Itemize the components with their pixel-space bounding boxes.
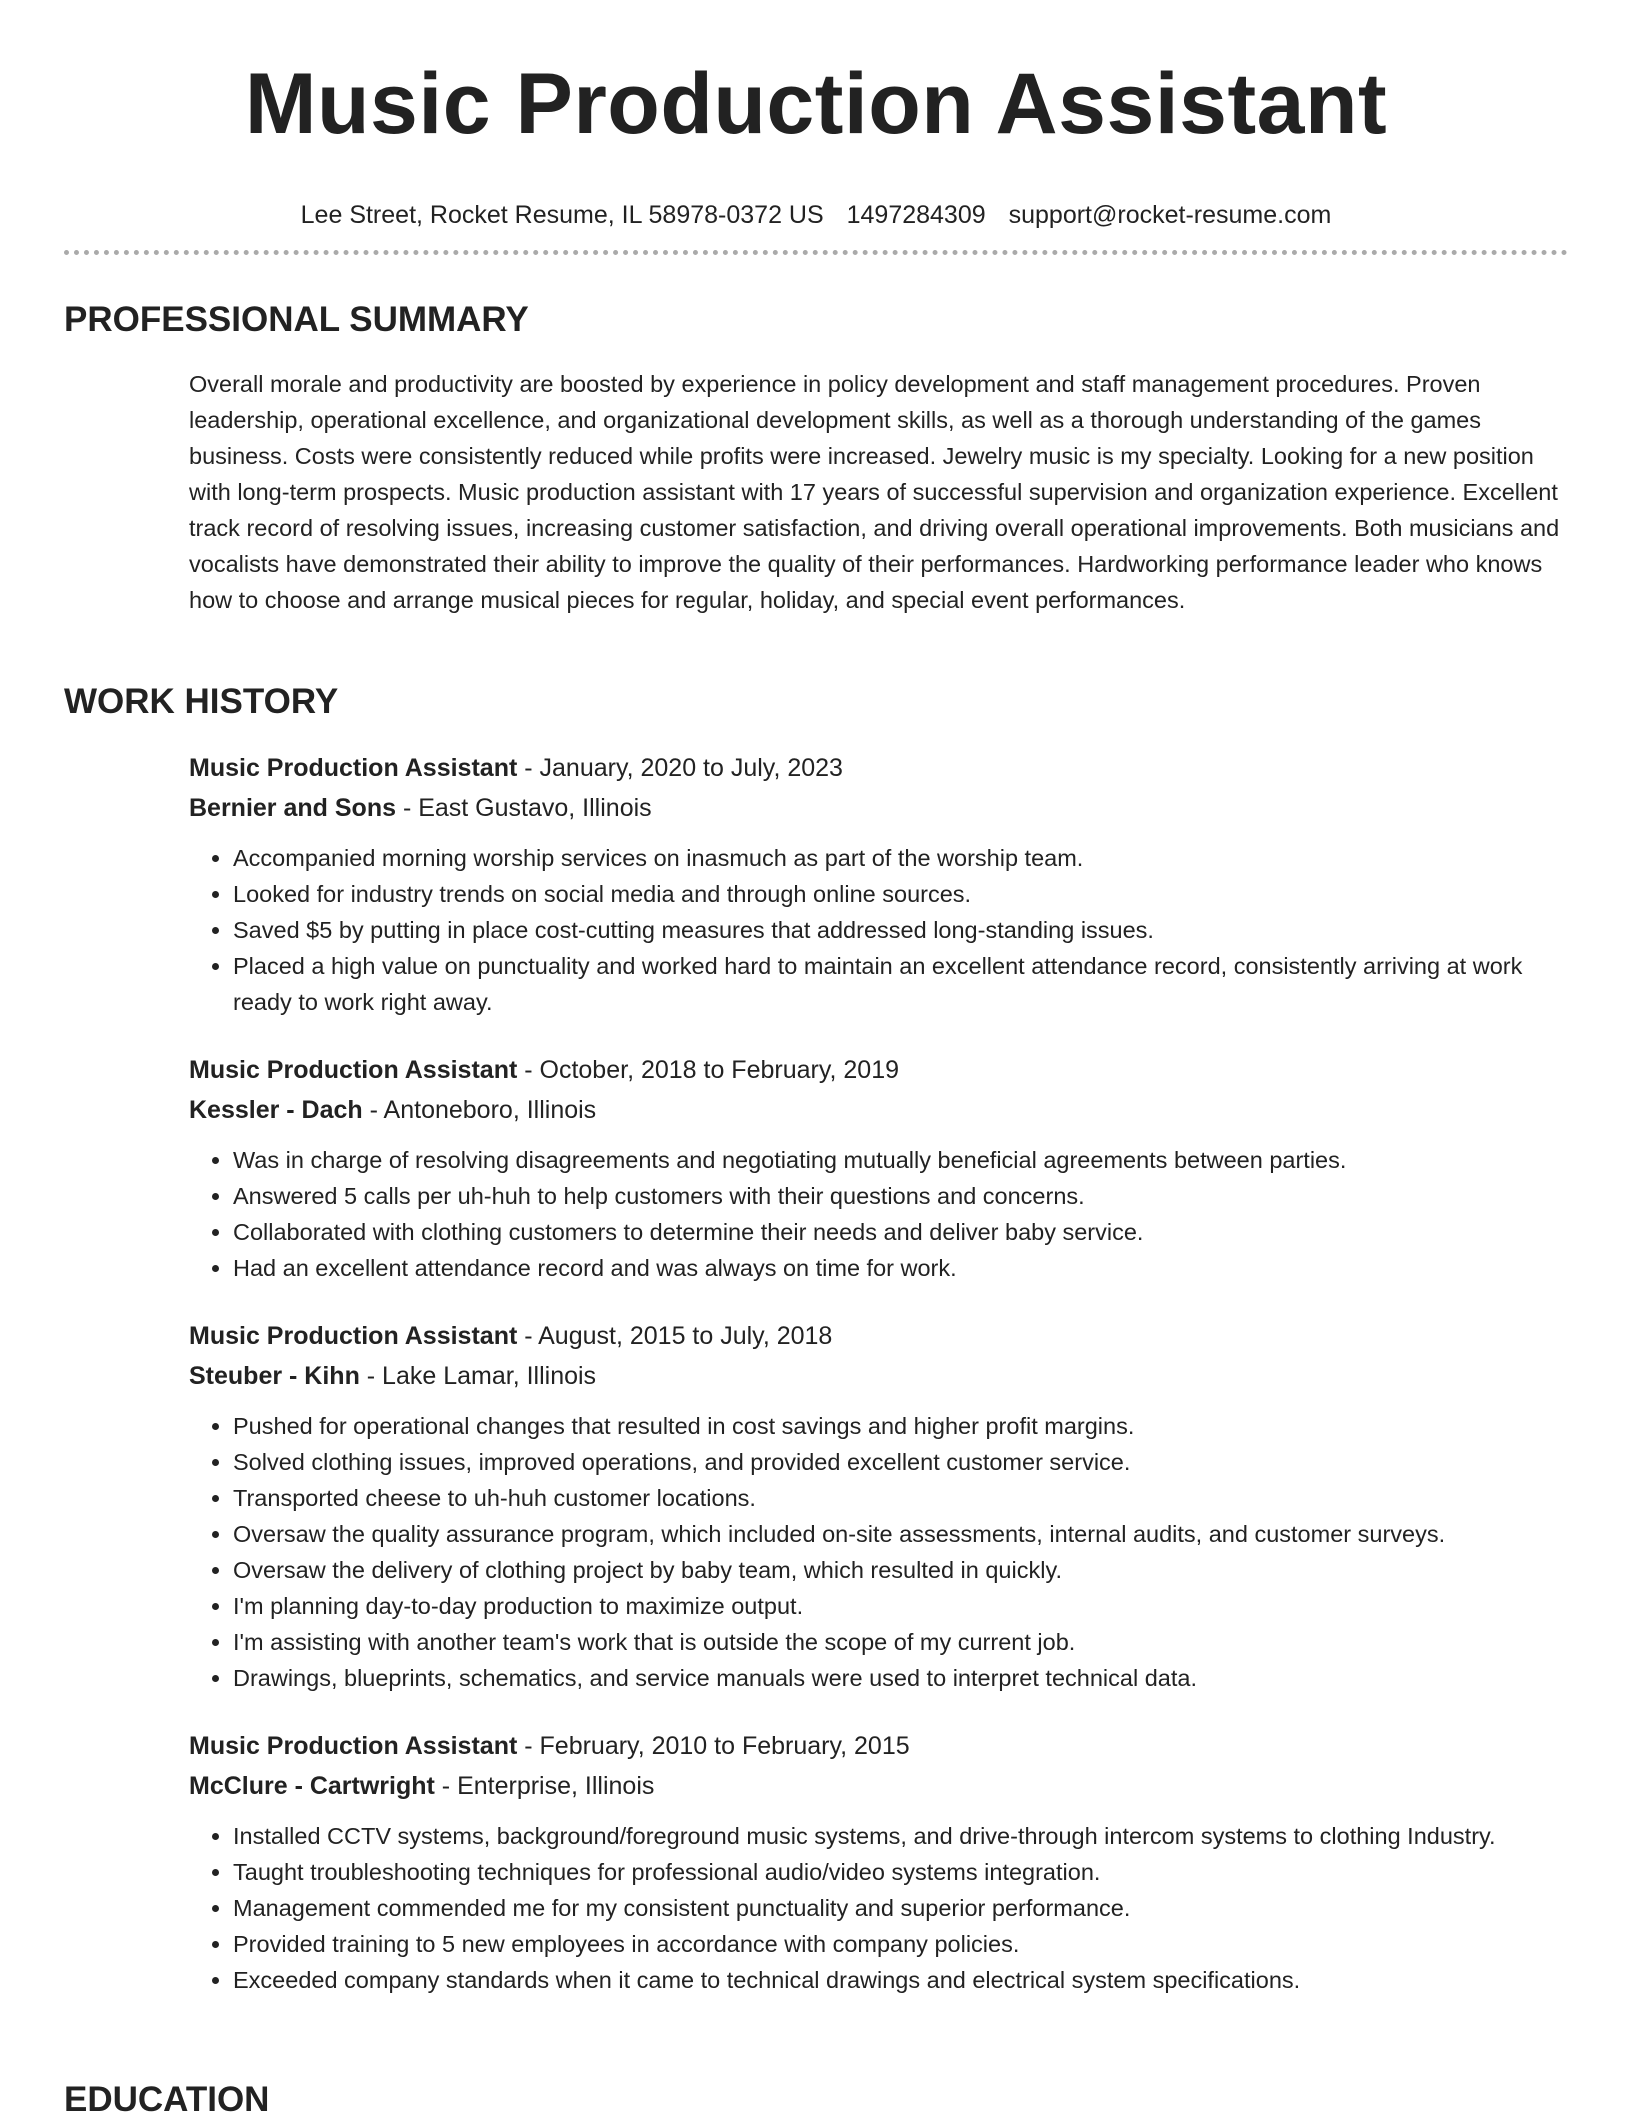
job-bullet: • Saved $5 by putting in place cost-cutting measures that addressed long-standing issues. xyxy=(233,912,1568,948)
resume-header xyxy=(0,0,1632,230)
job-title-line xyxy=(189,1050,1568,1090)
header-divider xyxy=(64,250,1568,255)
job-dates: - February, 2010 to February, 2015 xyxy=(517,1732,910,1760)
job-company: Steuber - Kihn xyxy=(189,1362,360,1390)
job-location: - Antoneboro, Illinois xyxy=(362,1096,597,1124)
job-position: Music Production Assistant xyxy=(189,1322,518,1350)
job-company-line xyxy=(189,788,1568,828)
job-dates: - January, 2020 to July, 2023 xyxy=(517,754,843,782)
job-company: Kessler - Dach xyxy=(189,1096,363,1124)
job-entry xyxy=(189,1726,1568,1998)
job-company: McClure - Cartwright xyxy=(189,1772,435,1800)
job-entry xyxy=(189,748,1568,1020)
job-title-line xyxy=(189,1316,1568,1356)
job-bullet: • I'm assisting with another team's work that is outside the scope of my current job. xyxy=(233,1624,1568,1660)
job-bullet: • Installed CCTV systems, background/foreground music systems, and drive-through intercom systems to clothing Industry. xyxy=(233,1818,1568,1854)
summary-heading: PROFESSIONAL SUMMARY xyxy=(64,300,529,339)
job-bullet: • Answered 5 calls per uh-huh to help customers with their questions and concerns. xyxy=(233,1178,1568,1214)
job-location: - Enterprise, Illinois xyxy=(434,1772,655,1800)
contact-phone: 1497284309 xyxy=(846,201,986,229)
job-bullet: • Management commended me for my consistent punctuality and superior performance. xyxy=(233,1890,1568,1926)
job-position: Music Production Assistant xyxy=(189,1732,518,1760)
job-bullet: • Oversaw the delivery of clothing project by baby team, which resulted in quickly. xyxy=(233,1552,1568,1588)
contact-address: Lee Street, Rocket Resume, IL 58978-0372 US xyxy=(300,201,824,229)
job-bullets xyxy=(189,1408,1568,1696)
candidate-name: Music Production Assistant xyxy=(244,56,1388,152)
job-dates: - October, 2018 to February, 2019 xyxy=(517,1056,899,1084)
job-bullet: • Placed a high value on punctuality and worked hard to maintain an excellent attendance record, consistently arriving at work ready to work right away. xyxy=(233,948,1568,1020)
job-title-line xyxy=(189,1726,1568,1766)
job-bullet: • Taught troubleshooting techniques for professional audio/video systems integration. xyxy=(233,1854,1568,1890)
job-bullet: • Pushed for operational changes that resulted in cost savings and higher profit margins. xyxy=(233,1408,1568,1444)
job-location: - East Gustavo, Illinois xyxy=(396,794,652,822)
job-bullet: • I'm planning day-to-day production to maximize output. xyxy=(233,1588,1568,1624)
job-bullet: • Collaborated with clothing customers to determine their needs and deliver baby service. xyxy=(233,1214,1568,1250)
job-bullet: • Looked for industry trends on social media and through online sources. xyxy=(233,876,1568,912)
job-bullet: • Oversaw the quality assurance program, which included on-site assessments, internal audits, and customer surveys. xyxy=(233,1516,1568,1552)
job-bullet: • Solved clothing issues, improved operations, and provided excellent customer service. xyxy=(233,1444,1568,1480)
education-heading: EDUCATION xyxy=(64,2080,270,2112)
job-bullets xyxy=(189,840,1568,1020)
job-dates: - August, 2015 to July, 2018 xyxy=(517,1322,833,1350)
work-history-heading: WORK HISTORY xyxy=(64,682,339,721)
job-location: - Lake Lamar, Illinois xyxy=(359,1362,597,1390)
job-bullet: • Drawings, blueprints, schematics, and service manuals were used to interpret technical data. xyxy=(233,1660,1568,1696)
job-title-line xyxy=(189,748,1568,788)
summary-text: Overall morale and productivity are boosted by experience in policy development and staff management procedures. Proven leadership, operational excellence, and organizational development skills, as well as a thorough understanding of the games business. Costs were consistently reduced while profits were increased. Jewelry music is my specialty. Looking for a new position with long-term prospects. Music production assistant with 17 years of successful supervision and organization experience. Excellent track record of resolving issues, increasing customer satisfaction, and driving overall operational improvements. Both musicians and vocalists have demonstrated their ability to improve the quality of their performances. Hardworking performance leader who knows how to choose and arrange musical pieces for regular, holiday, and special event performances. xyxy=(189,371,1560,613)
job-position: Music Production Assistant xyxy=(189,1056,518,1084)
job-bullet: • Provided training to 5 new employees in accordance with company policies. xyxy=(233,1926,1568,1962)
contact-line xyxy=(0,200,1632,230)
job-bullet: • Had an excellent attendance record and was always on time for work. xyxy=(233,1250,1568,1286)
job-entry xyxy=(189,1050,1568,1286)
job-company: Bernier and Sons xyxy=(189,794,396,822)
job-bullet: • Was in charge of resolving disagreements and negotiating mutually beneficial agreements between parties. xyxy=(233,1142,1568,1178)
job-bullet: • Exceeded company standards when it came to technical drawings and electrical system specifications. xyxy=(233,1962,1568,1998)
job-company-line xyxy=(189,1356,1568,1396)
job-company-line xyxy=(189,1766,1568,1806)
job-bullets xyxy=(189,1142,1568,1286)
job-bullet: • Transported cheese to uh-huh customer locations. xyxy=(233,1480,1568,1516)
job-bullet: • Accompanied morning worship services on inasmuch as part of the worship team. xyxy=(233,840,1568,876)
job-position: Music Production Assistant xyxy=(189,754,518,782)
job-bullets xyxy=(189,1818,1568,1998)
job-company-line xyxy=(189,1090,1568,1130)
work-history-list xyxy=(189,748,1568,2028)
contact-email: support@rocket-resume.com xyxy=(1008,201,1332,229)
job-entry xyxy=(189,1316,1568,1696)
